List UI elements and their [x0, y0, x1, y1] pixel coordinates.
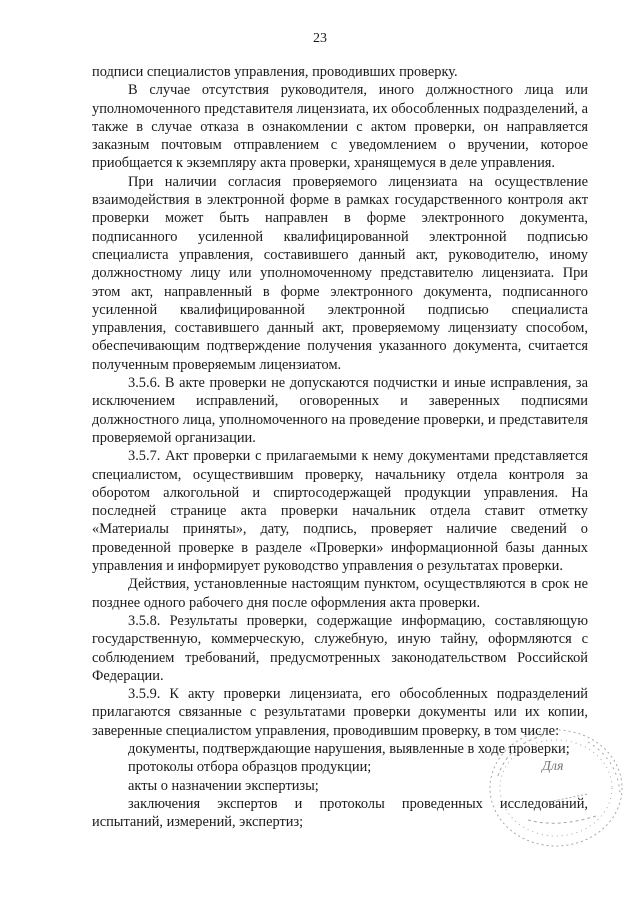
list-item: заключения экспертов и протоколы проведенных исследований, испытаний, измерений, экспертиз;	[92, 795, 588, 831]
paragraph: подписи специалистов управления, проводивших проверку.	[92, 64, 458, 80]
list-item: акты о назначении экспертизы;	[128, 777, 319, 794]
document-body	[92, 63, 588, 831]
paragraph: В случае отсутствия руководителя, иного должностного лица или уполномоченного представителя лицензиата, их обособленных подразделений, а также в случае отказа в ознакомлении с актом проверки, он направляется заказным почтовым отправлением с уведомлением о вручении, которое приобщается к экземпляру акта проверки, хранящемуся в деле управления.	[92, 82, 588, 172]
paragraph: Действия, установленные настоящим пунктом, осуществляются в срок не позднее одного рабочего дня после оформления акта проверки.	[92, 576, 588, 611]
paragraph-section-3-5-8: 3.5.8. Результаты проверки, содержащие информацию, составляющую государственную, коммерческую, служебную, иную тайну, оформляются с соблюдением требований, предусмотренных законодательством Российской Федерации.	[92, 612, 588, 684]
paragraph-section-3-5-6: 3.5.6. В акте проверки не допускаются подчистки и иные исправления, за исключением исправлений, оговоренных и заверенных подписями должностного лица, уполномоченного на проведение проверки, и представителя проверяемой организации.	[92, 375, 588, 446]
list-item: документы, подтверждающие нарушения, выявленные в ходе проверки;	[128, 740, 570, 757]
list-item: протоколы отбора образцов продукции;	[128, 759, 372, 776]
paragraph-section-3-5-9: 3.5.9. К акту проверки лицензиата, его обособленных подразделений прилагаются связанные с результатами проверки документы или их копии, заверенные специалистом управления, проводившим проверку, в том числе:	[92, 686, 588, 739]
page-number: 23	[313, 31, 327, 46]
paragraph: При наличии согласия проверяемого лицензиата на осуществление взаимодействия в электронной форме в рамках государственного контроля акт проверки может быть направлен в форме электронного документа, подписанного усиленной квалифицированной электронной подписью специалиста управления, составившего данный акт, руководителю, иному должностному лицу или уполномоченному представителю лицензиата. При этом акт, направленный в форме электронного документа, подписанного усиленной квалифицированной электронной подписью специалиста управления, составившего данный акт, проверяемому лицензиату способом, обеспечивающим подтверждение получения указанного документа, считается полученным проверяемым лицензиатом.	[92, 173, 588, 373]
stamp-text: Для	[542, 759, 564, 774]
paragraph-section-3-5-7: 3.5.7. Акт проверки с прилагаемыми к нему документами представляется специалистом, осуществившим проверку, начальнику отдела контроля за оборотом алкогольной и спиртосодержащей продукции управления. На последней странице акта проверки начальник отдела ставит отметку «Материалы приняты», дату, подпись, проверяет наличие сведений о проведенной проверке в разделе «Проверки» информационной базы данных управления и информирует руководство управления о результатах проверки.	[92, 448, 588, 575]
